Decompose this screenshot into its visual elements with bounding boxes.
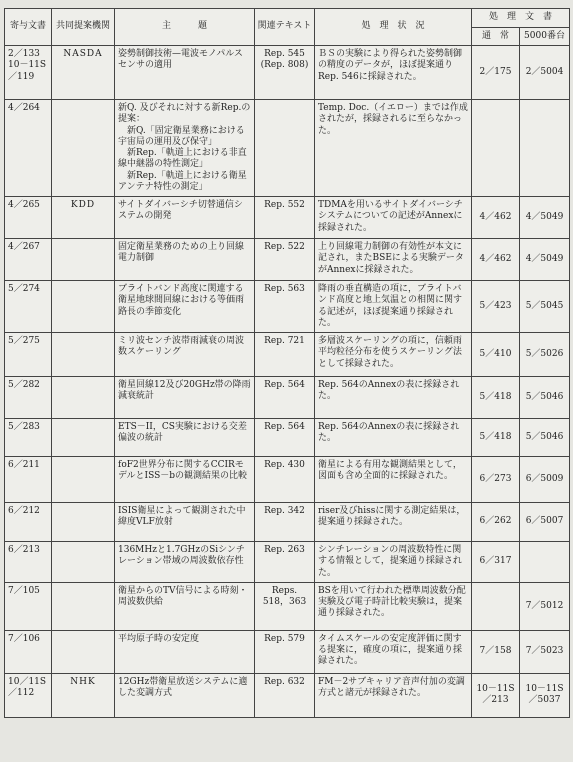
cell-subject: 平均原子時の安定度 <box>115 630 255 673</box>
cell-subject: 衛星からのTV信号による時刻・周波数供給 <box>115 582 255 630</box>
table-row <box>5 630 570 673</box>
cell-related-text: Rep. 721 <box>255 333 315 377</box>
cell-co-proposer <box>52 457 115 503</box>
cell-5000-doc: 7／5012 <box>520 582 570 630</box>
cell-co-proposer <box>52 281 115 333</box>
cell-subject: ブライトバンド高度に関連する衛星地球間回線における等価雨路長の季節変化 <box>115 281 255 333</box>
table-row <box>5 197 570 239</box>
cell-contribution-doc: 5／275 <box>5 333 52 377</box>
cell-regular-doc: 6／262 <box>472 503 520 542</box>
cell-contribution-doc: 4／265 <box>5 197 52 239</box>
cell-5000-doc: 7／5023 <box>520 630 570 673</box>
cell-subject: 固定衛星業務のための上り回線電力制御 <box>115 239 255 281</box>
cell-contribution-doc: 6／213 <box>5 542 52 583</box>
cell-subject: 136MHzと1.7GHzのSiシンチレーション帯域の周波数依存性 <box>115 542 255 583</box>
cell-regular-doc: 5／418 <box>472 377 520 419</box>
cell-regular-doc <box>472 582 520 630</box>
header-co-proposer: 共同提案機関 <box>52 9 115 46</box>
cell-related-text: Reps. 518，363 <box>255 582 315 630</box>
cell-co-proposer: KDD <box>52 197 115 239</box>
cell-contribution-doc: 4／267 <box>5 239 52 281</box>
cell-5000-doc <box>520 100 570 197</box>
cell-related-text: Rep. 430 <box>255 457 315 503</box>
cell-status: BSを用いて行われた標準周波数分配実験及び電子時計比較実験は，提案通り採録された。 <box>315 582 472 630</box>
cell-subject: 姿勢制御技術—電波モノパルスセンサの適用 <box>115 46 255 100</box>
cell-regular-doc: 2／175 <box>472 46 520 100</box>
table-row <box>5 673 570 717</box>
cell-contribution-doc: 5／274 <box>5 281 52 333</box>
cell-co-proposer <box>52 100 115 197</box>
cell-5000-doc: 6／5007 <box>520 503 570 542</box>
cell-related-text: Rep. 564 <box>255 377 315 419</box>
cell-regular-doc: 7／158 <box>472 630 520 673</box>
cell-co-proposer: NASDA <box>52 46 115 100</box>
cell-related-text: Rep. 522 <box>255 239 315 281</box>
cell-contribution-doc: 7／106 <box>5 630 52 673</box>
table-body <box>5 46 570 718</box>
cell-status: riser及びhissに関する測定結果は，提案通り採録された。 <box>315 503 472 542</box>
cell-5000-doc: 5／5045 <box>520 281 570 333</box>
table-header <box>5 9 570 46</box>
header-5000: 5000番台 <box>520 28 570 46</box>
header-regular: 通 常 <box>472 28 520 46</box>
cell-regular-doc: 5／418 <box>472 419 520 457</box>
cell-subject: ミリ波センチ波帯雨減衰の周波数スケーリング <box>115 333 255 377</box>
cell-status: 衛星による有用な観測結果として，図面も含め全面的に採録された。 <box>315 457 472 503</box>
contribution-table <box>4 8 570 718</box>
table-row <box>5 377 570 419</box>
cell-related-text: Rep. 579 <box>255 630 315 673</box>
cell-contribution-doc: 10／11S ／112 <box>5 673 52 717</box>
cell-5000-doc <box>520 542 570 583</box>
cell-co-proposer <box>52 503 115 542</box>
cell-status: Rep. 564のAnnexの表に採録された。 <box>315 419 472 457</box>
cell-status: タイムスケールの安定度評価に関する提案に，確度の項に，提案通り採録された。 <box>315 630 472 673</box>
cell-contribution-doc: 7／105 <box>5 582 52 630</box>
cell-status: FM－2サブキャリア音声付加の変調方式と諸元が採録された。 <box>315 673 472 717</box>
cell-status: TDMAを用いるサイトダイバーシチシステムについての記述がAnnexに採録された。 <box>315 197 472 239</box>
header-contribution-doc: 寄与文書 <box>5 9 52 46</box>
cell-related-text: Rep. 342 <box>255 503 315 542</box>
cell-related-text <box>255 100 315 197</box>
cell-regular-doc: 4／462 <box>472 197 520 239</box>
cell-subject: 新Q. 及びそれに対する新Rep.の提案： 新Q.「固定衛星業務における宇宙局の運用及び保守」 新Rep.「軌道上における非直線中継器の特性測定」 新Rep.「軌道上における衛星アンテナ特性の測定」 <box>115 100 255 197</box>
cell-co-proposer <box>52 542 115 583</box>
cell-regular-doc: 6／317 <box>472 542 520 583</box>
header-processed-docs: 処 理 文 書 <box>472 9 570 28</box>
cell-regular-doc: 5／410 <box>472 333 520 377</box>
cell-contribution-doc: 5／282 <box>5 377 52 419</box>
cell-status: ＢＳの実験により得られた姿勢制御の精度のデータが，ほぼ提案通りRep. 546に採録された。 <box>315 46 472 100</box>
table-row <box>5 281 570 333</box>
cell-5000-doc: 5／5026 <box>520 333 570 377</box>
cell-status: 降雨の垂直構造の項に，ブライトバンド高度と地上気温との相関に関する記述が，ほぼ提案通り採録された。 <box>315 281 472 333</box>
cell-subject: ETS－II，CS実験における交差偏波の統計 <box>115 419 255 457</box>
cell-contribution-doc: 2／133 10－11S ／119 <box>5 46 52 100</box>
cell-co-proposer <box>52 582 115 630</box>
cell-subject: サイトダイバーシチ切替通信システムの開発 <box>115 197 255 239</box>
cell-subject: 衛星回線12及び20GHz帯の降雨減衰統計 <box>115 377 255 419</box>
cell-5000-doc: 6／5009 <box>520 457 570 503</box>
cell-status: 上り回線電力制御の有効性が本文に記され，またBSEによる実験データがAnnexに採録された。 <box>315 239 472 281</box>
cell-status: シンチレーションの周波数特性に関する情報として，提案通り採録された。 <box>315 542 472 583</box>
cell-5000-doc: 10－11S ／5037 <box>520 673 570 717</box>
cell-co-proposer <box>52 630 115 673</box>
cell-5000-doc: 5／5046 <box>520 419 570 457</box>
cell-status: Temp. Doc.（イエロー）までは作成されたが，採録されるに至らなかった。 <box>315 100 472 197</box>
cell-related-text: Rep. 632 <box>255 673 315 717</box>
table-row <box>5 457 570 503</box>
cell-contribution-doc: 4／264 <box>5 100 52 197</box>
cell-co-proposer <box>52 333 115 377</box>
cell-regular-doc: 4／462 <box>472 239 520 281</box>
table-row <box>5 542 570 583</box>
table-row <box>5 503 570 542</box>
cell-regular-doc: 6／273 <box>472 457 520 503</box>
cell-subject: foF2世界分布に関するCCIRモデルとISS－bの観測結果の比較 <box>115 457 255 503</box>
cell-co-proposer <box>52 377 115 419</box>
header-related-text: 関連テキスト <box>255 9 315 46</box>
cell-contribution-doc: 6／211 <box>5 457 52 503</box>
table-row <box>5 582 570 630</box>
cell-5000-doc: 4／5049 <box>520 197 570 239</box>
cell-co-proposer <box>52 419 115 457</box>
header-status: 処 理 状 況 <box>315 9 472 46</box>
cell-related-text: Rep. 552 <box>255 197 315 239</box>
table-row <box>5 239 570 281</box>
cell-contribution-doc: 6／212 <box>5 503 52 542</box>
cell-5000-doc: 2／5004 <box>520 46 570 100</box>
cell-status: Rep. 564のAnnexの表に採録された。 <box>315 377 472 419</box>
table-row <box>5 419 570 457</box>
table-row <box>5 100 570 197</box>
cell-5000-doc: 4／5049 <box>520 239 570 281</box>
cell-co-proposer: NHK <box>52 673 115 717</box>
table-row <box>5 46 570 100</box>
cell-regular-doc <box>472 100 520 197</box>
cell-related-text: Rep. 564 <box>255 419 315 457</box>
cell-subject: 12GHz帯衛星放送システムに適した変調方式 <box>115 673 255 717</box>
cell-status: 多層波スケーリングの項に，信頼雨平均粒径分布を使うスケーリング法として採録された。 <box>315 333 472 377</box>
cell-5000-doc: 5／5046 <box>520 377 570 419</box>
cell-related-text: Rep. 263 <box>255 542 315 583</box>
cell-regular-doc: 10－11S ／213 <box>472 673 520 717</box>
header-subject: 主 題 <box>115 9 255 46</box>
cell-contribution-doc: 5／283 <box>5 419 52 457</box>
cell-regular-doc: 5／423 <box>472 281 520 333</box>
cell-related-text: Rep. 545 (Rep. 808) <box>255 46 315 100</box>
cell-subject: ISIS衛星によって観測された中緯度VLF放射 <box>115 503 255 542</box>
cell-co-proposer <box>52 239 115 281</box>
cell-related-text: Rep. 563 <box>255 281 315 333</box>
table-row <box>5 333 570 377</box>
